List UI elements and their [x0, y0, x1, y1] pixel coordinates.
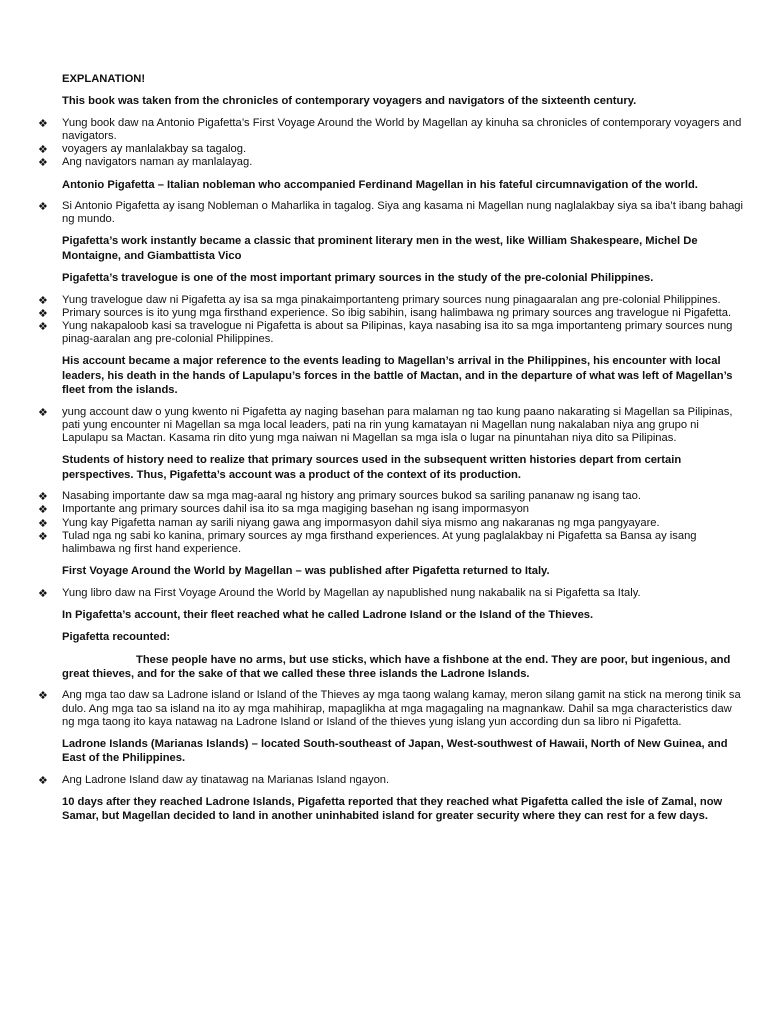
bullet-item [38, 405, 744, 446]
bold-paragraph: First Voyage Around the World by Magellan – was published after Pigafetta returned to Italy. [62, 565, 550, 578]
diamond-bullet-icon: ❖ [38, 516, 48, 530]
bullet-text: Yung nakapaloob kasi sa travelogue ni Pigafetta is about sa Pilipinas, kaya nasabing isa ito sa mga importanteng primary sources nung pinag-aaralan ang pre-colonial Philippines. [62, 320, 733, 346]
bullet-list [0, 406, 768, 446]
bullet-list [0, 117, 768, 170]
bullet-text: Yung book daw na Antonio Pigafetta’s First Voyage Around the World by Magellan ay kinuha sa chronicles of contemporary voyagers and navigators. [62, 116, 742, 143]
bullet-text: Yung libro daw na First Voyage Around the World by Magellan ay napublished nung nakabalik na si Pigafetta sa Italy. [62, 586, 641, 599]
diamond-bullet-icon: ❖ [38, 143, 48, 157]
bullet-text: Ang Ladrone Island daw ay tinatawag na Marianas Island ngayon. [62, 773, 390, 786]
bullet-item [38, 306, 744, 320]
bold-paragraph: Students of history need to realize that primary sources used in the subsequent written histories depart from certain perspectives. Thus, Pigafetta’s account was a product of the context of its production. [62, 454, 682, 481]
bullet-text: Yung travelogue daw ni Pigafetta ay isa sa mga pinakaimportanteng primary sources nung pinagaaralan ang pre-colonial Philippines. [62, 293, 721, 306]
diamond-bullet-icon: ❖ [38, 503, 48, 517]
bold-paragraph: Pigafetta’s work instantly became a classic that prominent literary men in the west, like William Shakespeare, Michel De Montaigne, and Giambattista Vico [62, 235, 698, 262]
bullet-text: Tulad nga ng sabi ko kanina, primary sources ay mga firsthand experiences. At yung paglalakbay ni Pigafetta sa Bansa ay isang halimbawa ng first hand experience. [62, 529, 697, 555]
bullet-text: Ang mga tao daw sa Ladrone island or Island of the Thieves ay mga taong walang kamay, meron silang gamit na stick na merong tinik sa dulo. Ang mga tao sa island na ito ay mga mahihirap, mapaglikha at mga magagaling na magnankaw. Dahil sa mga characteristics daw ng mga taong ito kaya natawag na Ladrone Island or Island of the thieves yung islang yun according dun sa libro ni Pigafetta. [62, 689, 741, 728]
diamond-bullet-icon: ❖ [38, 490, 48, 504]
bold-paragraph: This book was taken from the chronicles of contemporary voyagers and navigators of the sixteenth century. [62, 95, 637, 108]
bold-paragraph: In Pigafetta’s account, their fleet reached what he called Ladrone Island or the Island of the Thieves. [62, 608, 594, 621]
diamond-bullet-icon: ❖ [38, 689, 48, 703]
diamond-bullet-icon: ❖ [38, 293, 48, 307]
bullet-item [38, 293, 744, 307]
bullet-item [38, 200, 744, 226]
bullet-item [38, 143, 744, 157]
bullet-text: Importante ang primary sources dahil isa ito sa mga magiging basehan ng isang impormasyon [62, 503, 530, 516]
bold-paragraph: Ladrone Islands (Marianas Islands) – located South-southeast of Japan, West-southwest of Hawaii, North of New Guinea, and East of the Philippines. [62, 737, 728, 765]
bullet-item [38, 529, 744, 556]
bullet-text: Yung kay Pigafetta naman ay sarili niyang gawa ang impormasyon dahil siya mismo ang nakaranas ng mga pangyayare. [62, 516, 660, 529]
bullet-list [0, 689, 768, 729]
diamond-bullet-icon: ❖ [38, 586, 48, 600]
document-heading: EXPLANATION! [62, 73, 146, 85]
bullet-list [0, 294, 768, 347]
diamond-bullet-icon: ❖ [38, 156, 48, 170]
bullet-list [0, 587, 768, 600]
bullet-text: Nasabing importante daw sa mga mag-aaral ng history ang primary sources bukod sa sariling pananaw ng isang tao. [62, 490, 641, 503]
bold-paragraph: Antonio Pigafetta – Italian nobleman who accompanied Ferdinand Magellan in his fateful circumnavigation of the world. [62, 178, 698, 191]
diamond-bullet-icon: ❖ [38, 306, 48, 320]
document-body [0, 72, 768, 832]
bullet-item [38, 689, 744, 729]
diamond-bullet-icon: ❖ [38, 116, 48, 130]
diamond-bullet-icon: ❖ [38, 529, 48, 543]
diamond-bullet-icon: ❖ [38, 773, 48, 787]
bullet-list [0, 200, 768, 226]
bold-paragraph: Pigafetta’s travelogue is one of the most important primary sources in the study of the pre-colonial Philippines. [62, 272, 654, 285]
diamond-bullet-icon: ❖ [38, 200, 48, 214]
bullet-item [38, 503, 744, 517]
bullet-text: Ang navigators naman ay manlalayag. [62, 156, 253, 169]
bullet-item [38, 516, 744, 530]
bullet-item [38, 490, 744, 504]
diamond-bullet-icon: ❖ [38, 320, 48, 334]
bullet-item [38, 773, 744, 787]
bold-paragraph: His account became a major reference to the events leading to Magellan’s arrival in the Philippines, his encounter with local leaders, his death in the hands of Lapulapu’s forces in the battle of Mactan, and in the departure of what was left of Magellan’s fleet from the islands. [62, 355, 733, 397]
bullet-text: Si Antonio Pigafetta ay isang Nobleman o Maharlika in tagalog. Siya ang kasama ni Magellan nung naglalakbay siya sa iba’t ibang bahagi ng mundo. [62, 200, 744, 226]
bullet-text: voyagers ay manlalakbay sa tagalog. [62, 143, 247, 156]
bullet-item [38, 116, 744, 143]
bullet-item [38, 320, 744, 346]
diamond-bullet-icon: ❖ [38, 405, 48, 419]
bullet-list [0, 490, 768, 556]
bullet-item [38, 586, 744, 600]
block-quote: These people have no arms, but use sticks, which have a fishbone at the end. They are poor, but ingenious, and great thieves, and for the sake of that we called these three islands the Ladrone Islands. [62, 653, 731, 680]
bullet-text: yung account daw o yung kwento ni Pigafetta ay naging basehan para malaman ng tao kung paano nakarating si Magellan sa Pilipinas, pati yung encounter ni Magellan sa mga local leaders, pati na rin yung kamatayan ni Magellan nung nakalaban niya ang grupo ni Lapulapu sa Mactan. Kasama rin dito yung mga naiwan ni Magellan sa mga isla o lugar na pinuntahan niya dito sa Pilipinas. [62, 405, 733, 445]
bold-paragraph: 10 days after they reached Ladrone Islands, Pigafetta reported that they reached what Pigafetta called the isle of Zamal, now Samar, but Magellan decided to land in another uninhabited island for greater security where they can rest for a few days. [62, 795, 723, 823]
bullet-text: Primary sources is ito yung mga firsthand experience. So ibig sabihin, isang halimbawa ng primary sources ang travelogue ni Pigafetta. [62, 306, 732, 319]
bold-paragraph: Pigafetta recounted: [62, 631, 171, 644]
bullet-list [0, 774, 768, 787]
bullet-item [38, 156, 744, 170]
